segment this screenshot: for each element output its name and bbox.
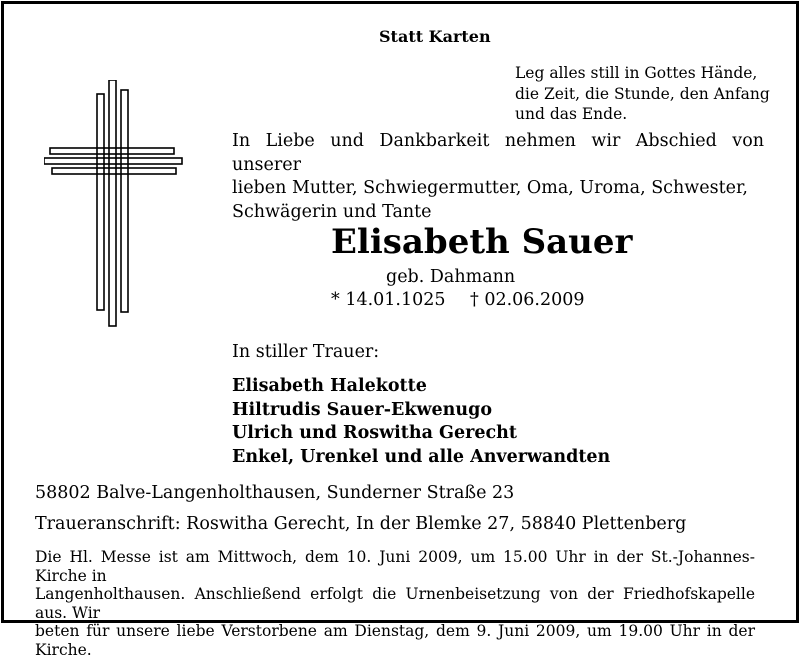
maiden-name: geb. Dahmann [386, 267, 516, 287]
intro-line: Schwägerin und Tante [232, 201, 432, 222]
verse-line: und das Ende. [515, 105, 628, 123]
cross-vertical-bar [109, 80, 116, 326]
home-address: 58802 Balve-Langenholthausen, Sunderner Straße 23 [35, 483, 515, 503]
mourner-name: Hiltrudis Sauer-Ekwenugo [232, 399, 493, 420]
mourners-label: In stiller Trauer: [232, 342, 380, 362]
birth-date: * 14.01.1025 [331, 290, 446, 310]
intro-line: In Liebe und Dankbarkeit nehmen wir Abschied von unserer [232, 131, 764, 175]
mourning-address: Traueranschrift: Roswitha Gerecht, In der Blemke 27, 58840 Plettenberg [35, 514, 687, 534]
service-line: beten für unsere liebe Verstorbene am Dienstag, dem 9. Juni 2009, um 19.00 Uhr in der Kirche. [35, 622, 755, 659]
mourners-list [232, 375, 610, 469]
verse-quote [515, 63, 770, 125]
cross-vertical-bar [121, 90, 128, 312]
death-date: † 02.06.2009 [470, 290, 585, 310]
mourner-name: Elisabeth Halekotte [232, 376, 427, 396]
cross-horizontal-bar [44, 158, 182, 164]
cross-icon [44, 80, 184, 328]
page-title: Statt Karten [379, 27, 491, 46]
mourner-name: Enkel, Urenkel und alle Anverwandten [232, 446, 611, 467]
deceased-name: Elisabeth Sauer [331, 222, 633, 262]
verse-line: Leg alles still in Gottes Hände, [515, 64, 758, 82]
service-notice [35, 548, 755, 659]
intro-line: lieben Mutter, Schwiegermutter, Oma, Uroma, Schwester, [232, 178, 748, 198]
cross-horizontal-bar [50, 148, 174, 154]
service-line: Die Hl. Messe ist am Mittwoch, dem 10. Juni 2009, um 15.00 Uhr in der St.-Johannes-Kirche in [35, 548, 755, 585]
cross-vertical-bar [97, 94, 104, 310]
verse-line: die Zeit, die Stunde, den Anfang [515, 84, 770, 103]
mourner-name: Ulrich und Roswitha Gerecht [232, 423, 517, 443]
service-line: Langenholthausen. Anschließend erfolgt die Urnenbeisetzung von der Friedhofskapelle aus. Wir [35, 585, 755, 622]
cross-horizontal-bar [52, 168, 176, 174]
intro-text [232, 130, 764, 224]
